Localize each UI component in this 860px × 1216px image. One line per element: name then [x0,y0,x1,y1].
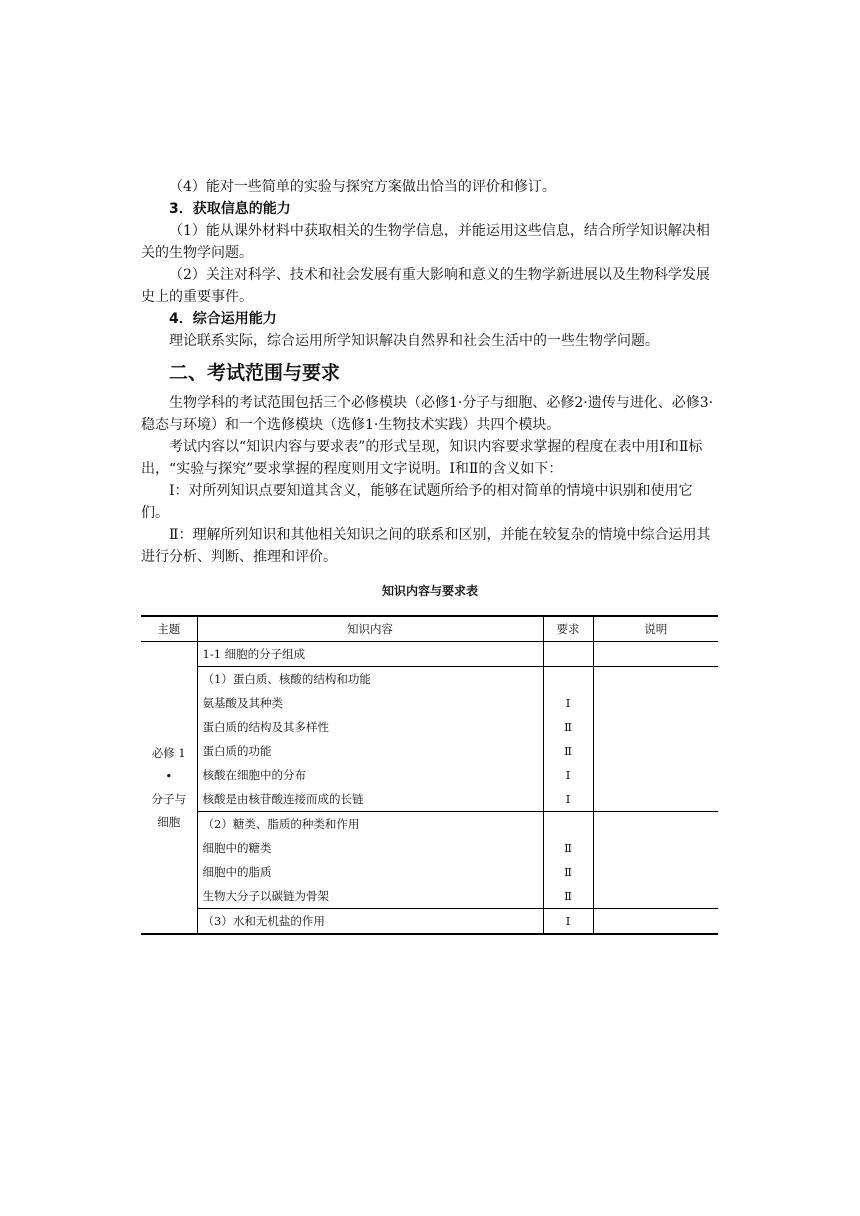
content-line: 生物大分子以碳链为骨架 [202,889,329,903]
content-cell [197,909,543,935]
content-cell [197,642,543,667]
content-line: 蛋白质的功能 [202,744,272,758]
content-line: 核酸是由核苷酸连接而成的长链 [202,792,364,806]
note-cell [593,812,718,909]
content-cell [197,667,543,812]
requirement-line [544,667,593,691]
requirement-line: Ⅰ [565,914,571,928]
requirement-cell [543,642,593,667]
requirement-cell [543,909,593,935]
requirement-line: Ⅱ [564,744,572,758]
requirement-cell [543,667,593,812]
content-line: 细胞中的糖类 [202,841,272,855]
table-row [141,812,718,909]
knowledge-table [141,615,718,935]
content-line: （1）蛋白质、核酸的结构和功能 [202,672,371,686]
table-caption: 知识内容与要求表 [381,584,478,598]
topic-line: 细胞 [157,814,181,829]
content-line: 1-1 细胞的分子组成 [202,647,306,661]
topic-cell [141,642,197,935]
requirement-line: Ⅱ [564,841,572,855]
note-cell [593,909,718,935]
heading-info-ability: 3．获取信息的能力 [169,201,291,217]
requirement-line: Ⅱ [564,865,572,879]
topic-line: • [165,768,173,783]
header-requirement: 要求 [543,616,593,642]
content-line: 核酸在细胞中的分布 [202,768,306,782]
paragraph-info-2: （2）关注对科学、技术和社会发展有重大影响和意义的生物学新进展以及生物科学发展史上的重要事件。 [141,267,710,305]
requirement-line [544,642,593,666]
requirement-line: Ⅰ [565,696,571,710]
document-page [141,0,719,935]
note-cell [593,667,718,812]
table-header-row [141,616,718,642]
paragraph-format: 考试内容以“知识内容与要求表”的形式呈现，知识内容要求掌握的程度在表中用Ⅰ和Ⅱ标出，“实验与探究”要求掌握的程度则用文字说明。Ⅰ和Ⅱ的含义如下： [141,439,703,477]
header-note: 说明 [593,616,718,642]
content-line: （2）糖类、脂质的种类和作用 [202,817,360,831]
heading-integrated-ability: 4．综合运用能力 [169,311,277,327]
paragraph-level-1: Ⅰ：对所列知识点要知道其含义，能够在试题所给予的相对简单的情境中识别和使用它们。 [141,483,693,521]
paragraph-integrated: 理论联系实际，综合运用所学知识解决自然界和社会生活中的一些生物学问题。 [169,333,659,349]
table-row [141,667,718,812]
requirement-line: Ⅱ [564,889,572,903]
content-line: 蛋白质的结构及其多样性 [202,720,329,734]
requirement-line: Ⅱ [564,720,572,734]
requirement-cell [543,812,593,909]
header-content: 知识内容 [197,616,543,642]
content-line: （3）水和无机盐的作用 [202,914,325,928]
section-title: 二、考试范围与要求 [169,362,341,384]
content-line: 氨基酸及其种类 [202,696,283,710]
paragraph-info-1: （1）能从课外材料中获取相关的生物学信息，并能运用这些信息，结合所学知识解决相关的生物学问题。 [141,223,710,261]
requirement-line: Ⅰ [565,792,571,806]
paragraph-level-2: Ⅱ：理解所列知识和其他相关知识之间的联系和区别，并能在较复杂的情境中综合运用其进行分析、判断、推理和评价。 [141,527,711,565]
paragraph-scope: 生物学科的考试范围包括三个必修模块（必修1·分子与细胞、必修2·遗传与进化、必修3·稳态与环境）和一个选修模块（选修1·生物技术实践）共四个模块。 [141,395,714,433]
content-cell [197,812,543,909]
paragraph-4-evaluate: （4）能对一些简单的实验与探究方案做出恰当的评价和修订。 [169,179,556,195]
table-row [141,642,718,667]
table-row [141,909,718,935]
requirement-line [544,812,593,836]
topic-line: 分子与 [151,791,186,806]
content-line: 细胞中的脂质 [202,865,272,879]
note-cell [593,642,718,667]
requirement-line: Ⅰ [565,768,571,782]
topic-line: 必修 1 [151,745,186,760]
header-topic: 主题 [141,616,197,642]
